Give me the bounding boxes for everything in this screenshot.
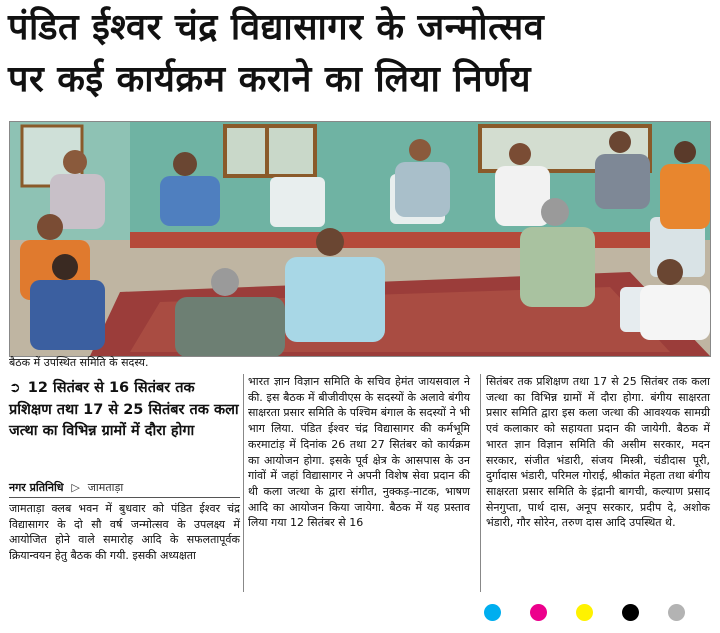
byline-place: जामताड़ा (87, 481, 124, 494)
subheadline (9, 378, 241, 443)
byline-divider (9, 497, 240, 498)
registration-dot (530, 604, 547, 621)
headline-line-2: पर कई कार्यक्रम कराने का लिया निर्णय (8, 59, 532, 100)
news-photo (9, 121, 711, 357)
byline-marker-icon: ▷ (71, 481, 80, 494)
headline (8, 2, 712, 106)
article-column-3: सितंबर तक प्रशिक्षण तथा 17 से 25 सितंबर तक कला जत्था का विभिन्न ग्रामों में दौरा होगा. बंगीय साक्षरता प्रसार समिति द्वारा इस कला जत्था की आवश्यक सामग्री एवं कलाकार को सहायता प्रदान की जायेगी. बैठक में भारत ज्ञान विज्ञान समिति की असीम सरकार, मदन सरकार, संजीत भंडारी, संजय मिस्त्री, चंडीदास पूरी, दुर्गादास भंडारी, परिमल गोराई, श्रीकांत मेहता तथा बंगीय साक्षरता प्रसार समिति के इंद्रानी बागची, कल्याण प्रसाद सेनगुप्ता, पार्थ दास, अनूप सरकार, प्रदीप दे, अशोक भंडारी, गौर सोरेन, तरुण दास आदि उपस्थित थे. (486, 375, 710, 530)
article-column-1: जामताड़ा क्लब भवन में बुधवार को पंडित ईश्वर चंद्र विद्यासागर के दो सौ वर्ष जन्मोत्सव के उपलक्ष्य में आयोजित होने वाले समारोह आदि के सफलतापूर्वक क्रियान्वयन हेतु बैठक की गयी. इसकी अध्यक्षता (9, 502, 240, 563)
byline-reporter: नगर प्रतिनिधि (9, 481, 64, 494)
registration-dot (622, 604, 639, 621)
subheadline-text: 12 सितंबर से 16 सितंबर तक प्रशिक्षण तथा 17 से 25 सितंबर तक कला जत्था का विभिन्न ग्रामों में दौरा होगा (9, 380, 239, 439)
byline (9, 480, 123, 495)
registration-dot (668, 604, 685, 621)
column-divider-2 (480, 374, 481, 592)
article-column-2: भारत ज्ञान विज्ञान समिति के सचिव हेमंत जायसवाल ने की. इस बैठक में बीजीवीएस के सदस्यों के अलावे बंगीय साक्षरता प्रसार समिति के पश्चिम बंगाल के सदस्यों ने भी भाग लिया. पंडित ईश्वर चंद्र विद्यासागर की कर्मभूमि करमाटांड़ में दिनांक 26 तथा 27 सितंबर को कार्यक्रम का आयोजन होगा. इसके पूर्व क्षेत्र के आसपास के उन गांवों में जहां विद्यासागर ने अपनी विशेष सेवा प्रदान की थी कला जत्था के द्वारा संगीत, नुक्कड़-नाटक, भाषण आदि का आयोजन किया जायेगा. बैठक में यह प्रस्ताव लिया गया 12 सितंबर से 16 (248, 375, 470, 530)
photo-caption: बैठक में उपस्थित समिति के सदस्य. (9, 356, 149, 369)
meeting-photo-illustration (10, 122, 710, 356)
column-divider-1 (243, 374, 244, 592)
arrow-icon: ➲ (9, 380, 21, 396)
headline-line-1: पंडित ईश्वर चंद्र विद्यासागर के जन्मोत्सव (8, 7, 545, 48)
registration-dot (484, 604, 501, 621)
registration-dot (576, 604, 593, 621)
